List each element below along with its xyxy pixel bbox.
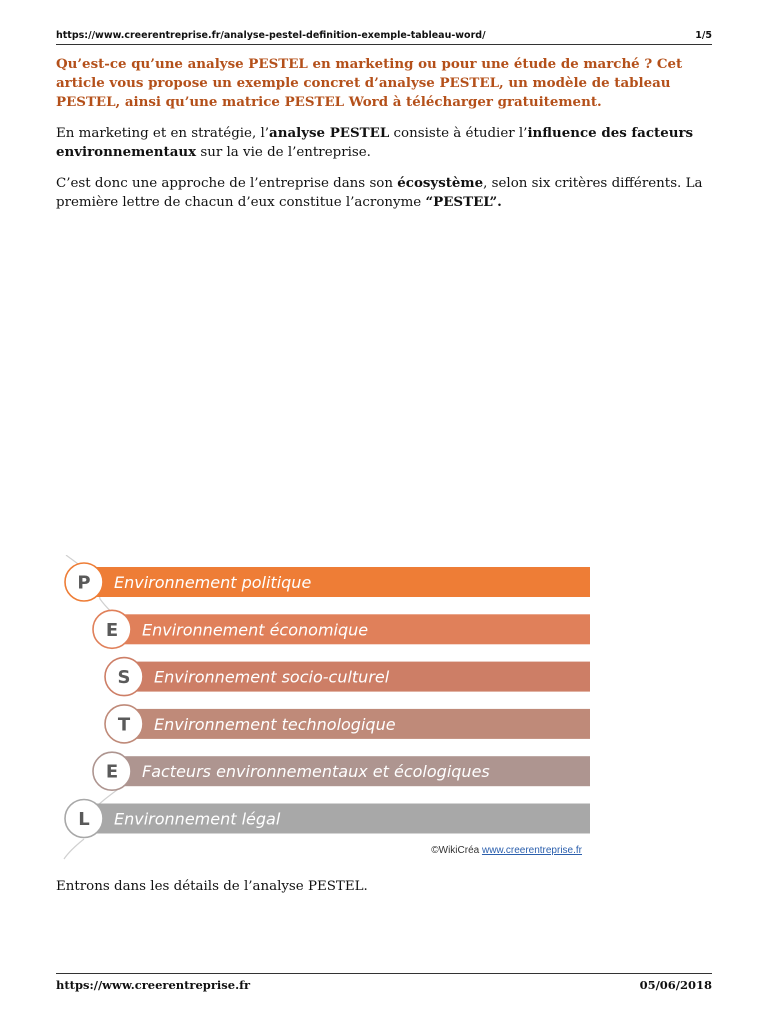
pestel-letter: E: [105, 761, 119, 783]
pestel-letter: P: [77, 572, 91, 594]
header-url[interactable]: https://www.creerentreprise.fr/analyse-pestel-definition-exemple-tableau-word/: [56, 30, 486, 41]
bold-text: influence des facteurs environnementaux: [56, 125, 694, 160]
credit-prefix: ©WikiCréa: [431, 845, 482, 856]
pestel-label: Environnement technologique: [154, 714, 396, 734]
text: sur la vie de l’entreprise.: [196, 145, 371, 160]
connector-curve: [64, 839, 84, 859]
text: , selon six critères différents. La première lettre de chacun d’eux constitue l’acronyme: [56, 176, 703, 210]
page-footer: [56, 973, 712, 992]
footer-date: 05/06/2018: [639, 978, 712, 992]
pestel-letter: E: [105, 619, 119, 641]
pestel-letter: S: [117, 667, 131, 689]
image-credit: [431, 845, 582, 856]
pestel-rows: [65, 563, 590, 838]
pestel-label: Environnement légal: [114, 809, 281, 829]
pestel-letter: T: [117, 714, 131, 736]
text: consiste à étudier l’: [389, 126, 528, 141]
bold-text: analyse PESTEL: [269, 125, 390, 141]
pestel-label: Environnement économique: [142, 620, 369, 640]
pestel-label: Environnement politique: [114, 573, 312, 592]
page-header: [56, 30, 712, 45]
pestel-label: Environnement socio-culturel: [154, 667, 390, 687]
paragraph-ecosystem: [56, 174, 718, 212]
text: C’est donc une approche de l’entreprise dans son: [56, 176, 398, 191]
paragraph-definition: [56, 124, 718, 162]
pestel-letter: L: [78, 809, 90, 830]
intro-paragraph: Qu’est-ce qu’une analyse PESTEL en marketing ou pour une étude de marché ? Cet article vous propose un exemple concret d’analyse PESTEL, un modèle de tableau PESTEL, ainsi qu’une matrice PESTEL Word à télécharger gratuitement.: [56, 56, 683, 110]
pestel-diagram: [60, 555, 596, 860]
bold-text: écosystème: [397, 175, 484, 191]
paragraph-details: Entrons dans les détails de l’analyse PESTEL.: [56, 879, 368, 894]
text: En marketing et en stratégie, l’: [56, 126, 270, 141]
page-number: 1/5: [695, 30, 712, 41]
credit-link: www.creerentreprise.fr: [481, 845, 582, 856]
pestel-label: Facteurs environnementaux et écologiques: [142, 762, 490, 782]
bold-text: “PESTEL”.: [425, 194, 502, 210]
footer-site[interactable]: https://www.creerentreprise.fr: [56, 978, 251, 992]
